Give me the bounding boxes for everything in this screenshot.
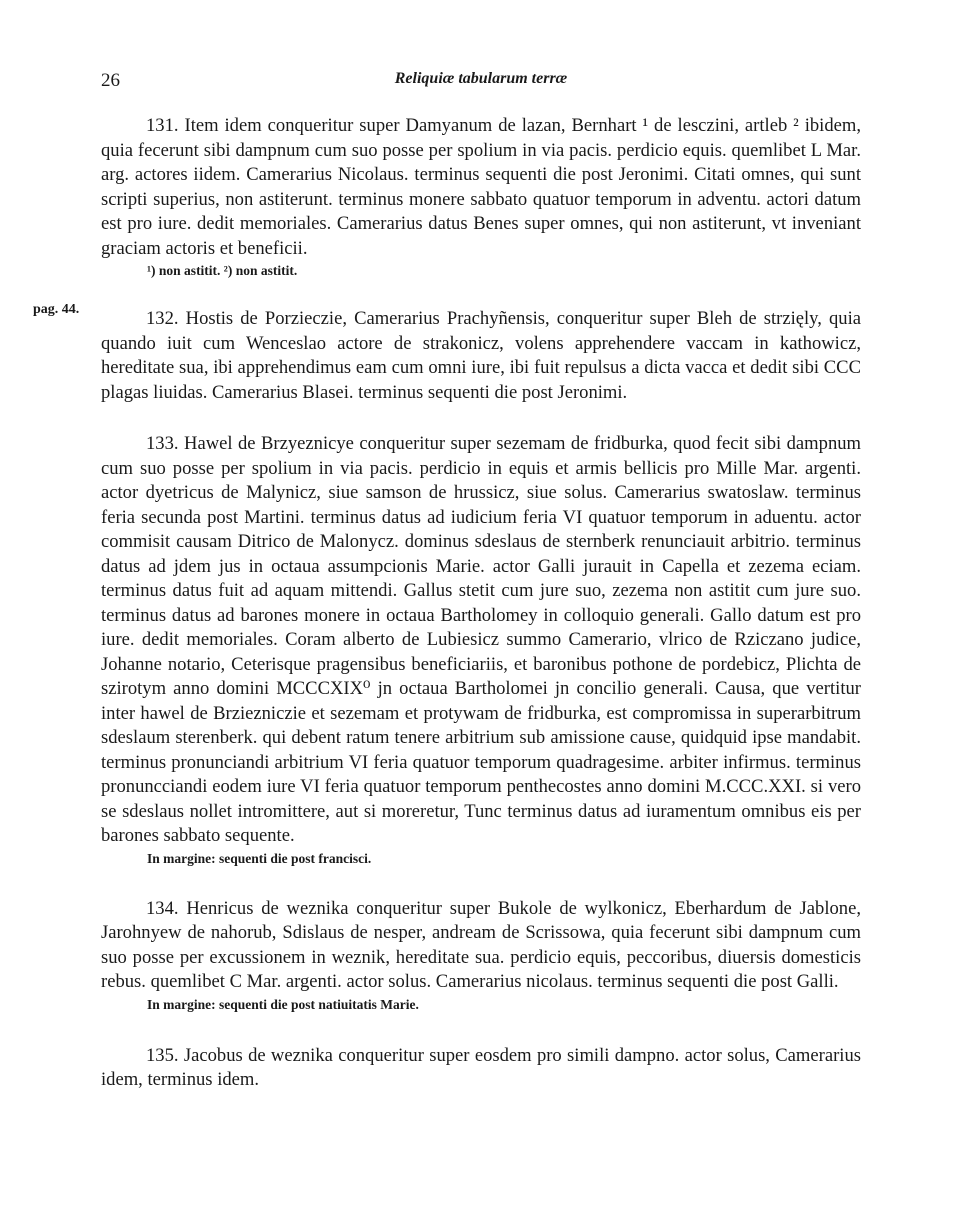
footnote-text: In margine: sequenti die post natiuitatis Marie. — [147, 996, 419, 1012]
entry-paragraph — [101, 1044, 861, 1093]
entry-132 — [101, 307, 861, 405]
entry-number: 133. — [146, 433, 179, 454]
entry-133 — [101, 432, 861, 869]
entry-number: 135. — [146, 1044, 179, 1066]
entry-number: 131. — [146, 115, 179, 136]
entry-paragraph — [101, 307, 861, 405]
entry-text: Jacobus de weznika conqueritur super eosdem pro simili dampno. actor solus, Camerarius idem, terminus idem. — [101, 1044, 861, 1090]
entry-text: Item idem conqueritur super Damyanum de lazan, Bernhart ¹ de lesczini, artleb ² ibidem, quia fecerunt sibi dampnum cum suo posse per spolium in via pacis. perdicio equis. quemlibet L Mar. arg. actores iidem. Camerarius Nicolaus. terminus sequenti die post Jeronimi. Citati omnes, qui sunt scripti superius, non astiterunt. terminus monere sabbato quatuor temporum in adventu. actori datum est pro iure. dedit memoriales. Camerarius datus Benes super omnes, qui non astiterunt, vt inveniant graciam actoris et beneficii. — [101, 115, 861, 259]
entry-text: Hostis de Porzieczie, Camerarius Prachyñensis, conqueritur super Bleh de strzięly, quia quando iuit cum Wenceslao actore de strakonicz, volens apprehendere vaccam in kathowicz, hereditate sua, ibi apprehendimus eam cum omni iure, ibi fuit repulsus a dicta vacca et dedit sibi CCC plagas liuidas. Camerarius Blasei. terminus sequenti die post Jeronimi. — [101, 308, 861, 403]
page-number: 26 — [101, 70, 120, 91]
footnote — [147, 261, 861, 281]
entry-paragraph — [101, 432, 861, 849]
entry-number: 132. — [146, 308, 179, 329]
margin-page-reference: pag. 44. — [33, 302, 80, 317]
entries-body — [101, 114, 861, 1093]
entry-text: Hawel de Brzyeznicye conqueritur super sezemam de fridburka, quod fecit sibi dampnum cum suo posse per spolium in via pacis. perdicio in equis et armis bellicis pro Mille Mar. argenti. actor dyetricus de Malynicz, siue samson de hrussicz, siue solus. Camerarius swatoslaw. terminus feria secunda post Martini. terminus datus ad iudicium feria VI quatuor temporum in aduentu. actor commisit causam Ditrico de Malonycz. dominus sdeslaus de sternberk renunciauit arbitrio. terminus datus ad jdem jus in octaua assumpcionis Marie. actor Galli jurauit in Capella et zezema eciam. terminus datus fuit ad aquam mittendi. Gallus stetit cum jure suo, zezema non astitit cum jure suo. terminus datus ad barones monere in octaua Bartholomey in colloquio generali. Gallo datum est pro iure. dedit memoriales. Coram alberto de Lubiesicz summo Camerario, vlrico de Rziczano judice, Johanne notario, Ceterisque pragensibus beneficiariis, et baronibus pothone de pordebicz, Plichta de szirotym anno domini MCCCXIX⁰ jn octaua Bartholomei jn concilio generali. Causa, que vertitur inter hawel de Brziezniczie et sezemam et protywam de fridburka, est compromissa in superarbitrum sdeslaum sterenberk. qui debent ratum tenere arbitrium sub amissione cause, quidquid ipse mandabit. terminus pronunciandi arbitrium VI feria quatuor temporum quadragesime. arbiter infirmus. terminus pronuncciandi eodem iure VI feria quatuor temporum penthecostes anno domini M.CCC.XXI. si vero se sdeslaus nollet intromittere, aut si moreretur, Tunc terminus datus ad iuramentum omnibus eis per barones sabbato sequente. — [101, 433, 861, 846]
margin-note-footnote — [147, 995, 861, 1015]
entry-paragraph — [101, 897, 861, 995]
running-title: Reliquiæ tabularum terræ — [394, 70, 568, 87]
entry-135 — [101, 1044, 861, 1093]
entry-number: 134. — [146, 897, 179, 919]
margin-note-footnote — [147, 849, 861, 869]
entry-paragraph — [101, 114, 861, 261]
entry-134 — [101, 897, 861, 1015]
footnote-text: In margine: sequenti die post francisci. — [147, 850, 372, 866]
entry-text: Henricus de weznika conqueritur super Bukole de wylkonicz, Eberhardum de Jablone, Jarohnyew de nahorub, Sdislaus de nesper, andream de Scrissowa, quia fecerunt sibi dampnum cum suo posse per excussionem in weznik, hereditate sua. perdicio equis, peccoribus, diuersis domesticis rebus. quemlibet C Mar. argenti. actor solus. Camerarius nicolaus. terminus sequenti die post Galli. — [101, 897, 861, 992]
page-header — [101, 66, 861, 96]
entry-131 — [101, 114, 861, 281]
footnote-text: ¹) non astitit. ²) non astitit. — [147, 263, 298, 278]
